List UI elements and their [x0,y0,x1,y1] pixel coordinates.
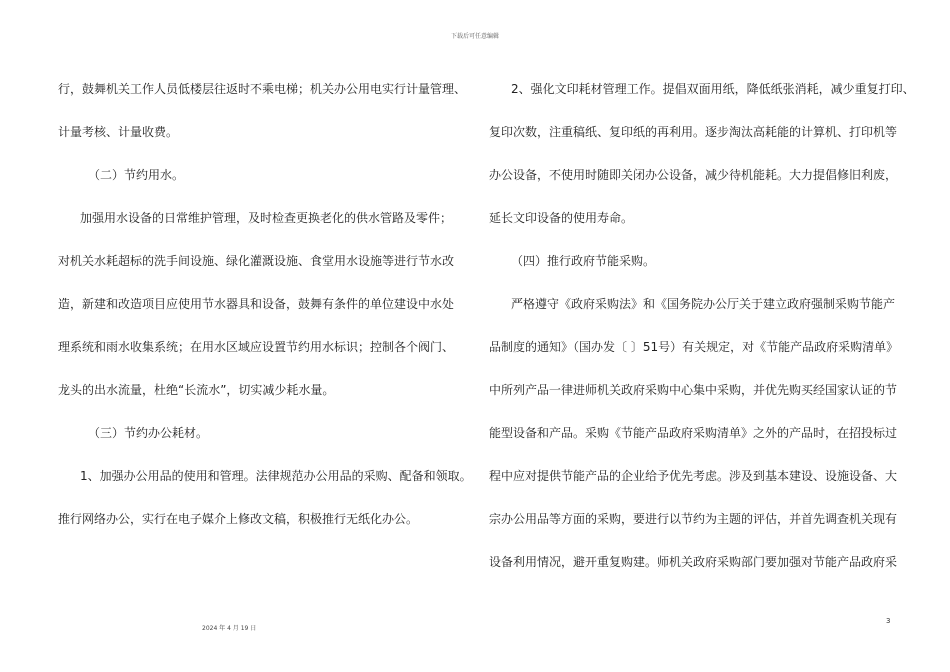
paragraph-line: 设备利用情况，避开重复购建。师机关政府采购部门要加强对节能产品政府采 [489,555,898,569]
paragraph-line: 2、强化文印耗材管理工作。提倡双面用纸，降低纸张消耗，减少重复打印、 [511,82,915,96]
section-heading: （四）推行政府节能采购。 [511,254,656,268]
paragraph-line: 品制度的通知》（国办发〔 〕51号）有关规定，对《节能产品政府采购清单》 [489,340,899,354]
paragraph-line: 宗办公用品等方面的采购，要进行以节约为主题的评估，并首先调查机关现有 [489,512,898,526]
paragraph-line: 程中应对提供节能产品的企业给予优先考虑。涉及到基本建设、设施设备、大 [489,469,898,483]
paragraph-line: 中所列产品一律进师机关政府采购中心集中采购，并优先购买经国家认证的节 [489,383,898,397]
paragraph-line: 造，新建和改造项目应使用节水器具和设备，鼓舞有条件的单位建设中水处 [58,297,455,311]
paragraph-line: 严格遵守《政府采购法》和《国务院办公厅关于建立政府强制采购节能产 [511,297,896,311]
paragraph-line: 1、加强办公用品的使用和管理。法律规范办公用品的采购、配备和领取。 [80,469,472,483]
paragraph-line: 理系统和雨水收集系统；在用水区域应设置节约用水标识；控制各个阀门、 [58,340,455,354]
section-heading: （二）节约用水。 [88,168,185,182]
paragraph-line: 推行网络办公，实行在电子媒介上修改文稿，积极推行无纸化办公。 [58,512,419,526]
paragraph-line: 行，鼓舞机关工作人员低楼层往返时不乘电梯；机关办公用电实行计量管理、 [58,82,467,96]
page-number: 3 [886,617,891,625]
paragraph-line: 对机关水耗超标的洗手间设施、绿化灌溉设施、食堂用水设施等进行节水改 [58,254,455,268]
paragraph-line: 龙头的出水流量，杜绝“长流水”，切实减少耗水量。 [58,383,335,397]
section-heading: （三）节约办公耗材。 [88,426,209,440]
page-header-note: 下载后可任意编辑 [450,33,499,40]
paragraph-line: 计量考核、计量收费。 [58,125,179,139]
paragraph-line: 复印次数，注重稿纸、复印纸的再利用。逐步淘汰高耗能的计算机、打印机等 [489,125,898,139]
paragraph-line: 能型设备和产品。采购《节能产品政府采购清单》之外的产品时，在招投标过 [489,426,898,440]
paragraph-line: 加强用水设备的日常维护管理，及时检查更换老化的供水管路及零件； [80,211,453,225]
paragraph-line: 延长文印设备的使用寿命。 [489,211,634,225]
footer-date: 2024 年 4 月 19 日 [202,625,257,632]
paragraph-line: 办公设备，不使用时随即关闭办公设备，减少待机能耗。大力提倡修旧利废， [489,168,898,182]
